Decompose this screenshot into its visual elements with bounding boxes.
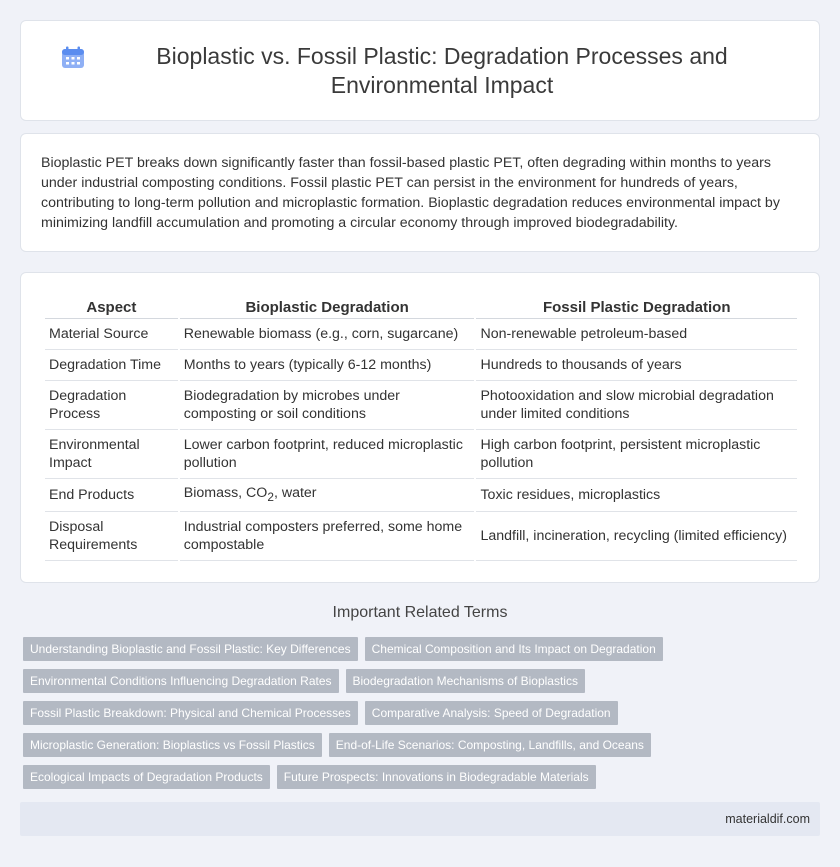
related-terms-tags — [23, 637, 823, 797]
table-row — [45, 479, 797, 512]
tag-row — [23, 765, 823, 789]
title-card — [20, 20, 820, 121]
related-term-tag[interactable]: End-of-Life Scenarios: Composting, Landfills, and Oceans — [329, 733, 651, 757]
table-header-row — [45, 293, 797, 319]
subscript-2: 2 — [267, 489, 274, 504]
table-cell: Lower carbon footprint, reduced microplastic pollution — [180, 430, 475, 479]
table-cell: Disposal Requirements — [45, 512, 178, 561]
related-term-tag[interactable]: Comparative Analysis: Speed of Degradation — [365, 701, 618, 725]
comparison-table — [43, 293, 799, 561]
related-term-tag[interactable]: Microplastic Generation: Bioplastics vs Fossil Plastics — [23, 733, 322, 757]
table-cell: Hundreds to thousands of years — [476, 350, 797, 381]
table-cell: Degradation Process — [45, 381, 178, 430]
table-cell: Photooxidation and slow microbial degradation under limited conditions — [476, 381, 797, 430]
intro-card — [20, 133, 820, 252]
table-row — [45, 430, 797, 479]
related-term-tag[interactable]: Chemical Composition and Its Impact on Degradation — [365, 637, 663, 661]
related-terms-title: Important Related Terms — [332, 604, 508, 621]
end-products-text: Biomass, CO — [183, 485, 268, 502]
table-cell: Non-renewable petroleum-based — [476, 319, 797, 350]
table-cell: End Products — [45, 479, 178, 512]
comparison-table-card — [20, 272, 820, 583]
related-term-tag[interactable]: Fossil Plastic Breakdown: Physical and Chemical Processes — [23, 701, 358, 725]
calendar-icon — [61, 46, 87, 70]
related-term-tag[interactable]: Understanding Bioplastic and Fossil Plastic: Key Differences — [23, 637, 358, 661]
tag-row — [23, 733, 823, 757]
table-cell: Environmental Impact — [45, 430, 178, 479]
tag-row — [23, 637, 823, 661]
table-cell: Material Source — [45, 319, 178, 350]
table-cell: High carbon footprint, persistent microplastic pollution — [476, 430, 797, 479]
table-row — [45, 350, 797, 381]
end-products-suffix: , water — [273, 485, 317, 502]
table-cell: Months to years (typically 6-12 months) — [180, 350, 475, 381]
page-title: Bioplastic vs. Fossil Plastic: Degradation Processes and Environmental Impact — [156, 42, 728, 98]
related-term-tag[interactable]: Environmental Conditions Influencing Degradation Rates — [23, 669, 339, 693]
table-cell: Industrial composters preferred, some home compostable — [180, 512, 475, 561]
related-term-tag[interactable]: Ecological Impacts of Degradation Products — [23, 765, 270, 789]
table-cell — [180, 479, 475, 512]
table-row — [45, 512, 797, 561]
related-term-tag[interactable]: Future Prospects: Innovations in Biodegradable Materials — [277, 765, 596, 789]
intro-paragraph: Bioplastic PET breaks down significantly faster than fossil-based plastic PET, often degrading within months to years under industrial composting conditions. Fossil plastic PET can persist in the environment for hundreds of years, contributing to long-term pollution and microplastic formation. Bioplastic degradation reduces environmental impact by minimizing landfill accumulation and promoting a circular economy through improved biodegradability. — [41, 155, 780, 231]
tag-row — [23, 669, 823, 693]
site-name[interactable]: materialdif.com — [725, 812, 810, 826]
table-cell: Landfill, incineration, recycling (limited efficiency) — [476, 512, 797, 561]
related-term-tag[interactable]: Biodegradation Mechanisms of Bioplastics — [346, 669, 585, 693]
table-cell: Renewable biomass (e.g., corn, sugarcane) — [180, 319, 475, 350]
footer — [20, 802, 820, 836]
column-header-fossil: Fossil Plastic Degradation — [476, 293, 797, 319]
table-cell: Degradation Time — [45, 350, 178, 381]
table-row — [45, 381, 797, 430]
column-header-bioplastic: Bioplastic Degradation — [180, 293, 475, 319]
column-header-aspect: Aspect — [45, 293, 178, 319]
table-cell: Toxic residues, microplastics — [476, 479, 797, 512]
table-cell: Biodegradation by microbes under composting or soil conditions — [180, 381, 475, 430]
tag-row — [23, 701, 823, 725]
table-row — [45, 319, 797, 350]
